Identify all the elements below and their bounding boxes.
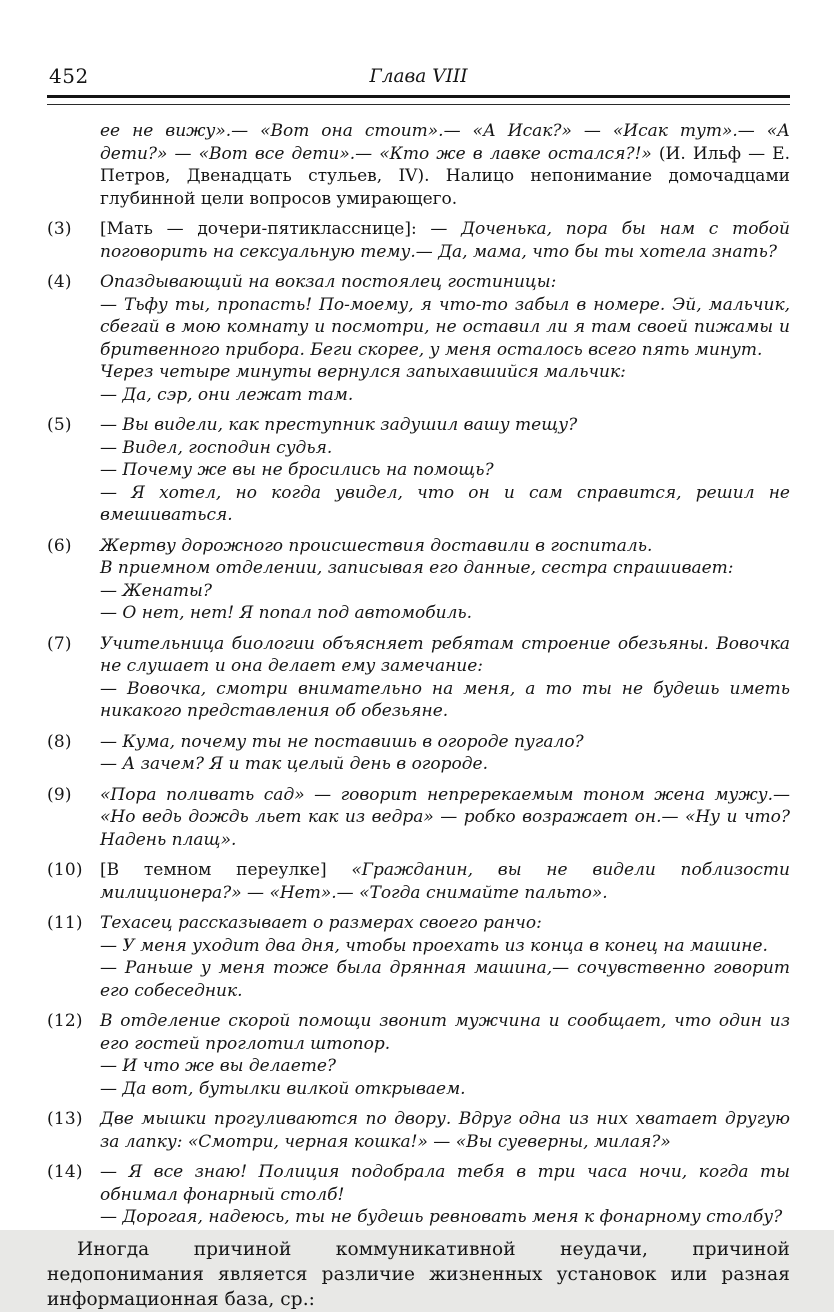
item-text xyxy=(100,1161,790,1229)
text-line xyxy=(100,218,790,263)
list-item xyxy=(47,731,790,776)
item-number: (3) xyxy=(47,219,72,239)
text-run-italic: — Да вот, бутылки вилкой открываем. xyxy=(100,1078,466,1099)
text-line xyxy=(100,271,790,294)
text-run-italic: — Почему же вы не бросились на помощь? xyxy=(100,460,494,480)
text-line xyxy=(100,912,790,935)
text-run-italic: Через четыре минуты вернулся запыхавшийся мальчик: xyxy=(100,362,626,382)
text-line xyxy=(100,678,790,723)
text-run-italic: — Женаты? xyxy=(100,580,212,601)
text-line xyxy=(100,414,790,437)
list-item xyxy=(47,859,790,904)
text-line xyxy=(100,580,790,603)
text-run-italic: В отделение скорой помощи звонит мужчина и сообщает, что один из его гостей проглотил штопор. xyxy=(100,1011,790,1054)
list-item xyxy=(47,1108,790,1153)
text-run-italic: Опаздывающий на вокзал постоялец гостиницы: xyxy=(100,272,557,292)
item-text xyxy=(100,912,790,1002)
list-item xyxy=(47,414,790,527)
text-line xyxy=(100,482,790,527)
item-number: (4) xyxy=(47,272,72,292)
text-line xyxy=(100,935,790,958)
list-item xyxy=(47,535,790,625)
text-run-italic: — У меня уходит два дня, чтобы проехать из конца в конец на машине. xyxy=(100,935,768,956)
list-item xyxy=(47,218,790,263)
text-line xyxy=(100,557,790,580)
text-line xyxy=(100,535,790,558)
text-run-italic: ее не вижу».— «Вот она стоит».— «А Исак?» — «Исак тут».— «А дети?» — «Вот все дети».— «Кто же в лавке остался?!» xyxy=(100,121,790,164)
item-text xyxy=(100,120,790,210)
text-run-italic: — Да, сэр, они лежат там. xyxy=(100,384,354,405)
item-text xyxy=(100,271,790,406)
text-run-italic: — Вы видели, как преступник задушил вашу тещу? xyxy=(100,415,578,435)
item-number: (14) xyxy=(47,1162,83,1182)
text-run-italic: В приемном отделении, записывая его данные, сестра спрашивает: xyxy=(100,558,734,578)
text-line xyxy=(100,384,790,407)
item-text xyxy=(100,731,790,776)
text-run-italic: — Я хотел, но когда увидел, что он и сам справится, решил не вмешиваться. xyxy=(100,482,790,525)
chapter-title: Глава VIII xyxy=(369,66,468,87)
item-number: (13) xyxy=(47,1109,83,1129)
list-item xyxy=(47,271,790,406)
item-number: (11) xyxy=(47,913,83,933)
text-line xyxy=(100,602,790,625)
item-text xyxy=(100,633,790,723)
page-number: 452 xyxy=(49,64,89,88)
text-line xyxy=(100,753,790,776)
text-run-italic: — Тьфу ты, пропасть! По-моему, я что-то забыл в номере. Эй, мальчик, сбегай в мою комнату и посмотри, не оставил ли я там своей пижамы и бритвенного прибора. Беги скорее, у меня осталось всего пять минут. xyxy=(100,294,790,360)
item-number: (12) xyxy=(47,1011,83,1031)
list-item xyxy=(47,1161,790,1229)
item-text xyxy=(100,1010,790,1100)
text-line xyxy=(100,957,790,1002)
text-run-italic: — А зачем? Я и так целый день в огороде. xyxy=(100,754,488,774)
item-text xyxy=(100,218,790,263)
text-line xyxy=(100,859,790,904)
text-run-italic: — Видел, господин судья. xyxy=(100,437,333,458)
item-text xyxy=(100,414,790,527)
text-run-italic: — О нет, нет! Я попал под автомобиль. xyxy=(100,603,473,623)
text-run-roman: [Мать — дочери-пятикласснице]: xyxy=(100,219,431,239)
list-item xyxy=(47,784,790,852)
text-run-italic: — Вовочка, смотри внимательно на меня, а то ты не будешь иметь никакого представления об обезьяне. xyxy=(100,678,790,721)
text-run-italic: Две мышки прогуливаются по двору. Вдруг одна из них хватает другую за лапку: «Смотри, черная кошка!» — «Вы суеверны, милая?» xyxy=(100,1109,790,1152)
page-header xyxy=(47,60,790,88)
item-text xyxy=(100,535,790,625)
text-line xyxy=(100,731,790,754)
text-run-roman: (И. Ильф — Е. Петров, Двенадцать стульев, IV). Налицо непонимание домочадцами глубинной цели вопросов умирающего. xyxy=(100,143,790,209)
item-number: (8) xyxy=(47,731,72,752)
item-number: (10) xyxy=(47,860,83,880)
list-item xyxy=(47,120,790,210)
text-run-italic: — Кума, почему ты не поставишь в огороде пугало? xyxy=(100,731,584,752)
list-item xyxy=(47,912,790,1002)
text-run-italic: — И что же вы делаете? xyxy=(100,1056,337,1076)
list-item xyxy=(47,1010,790,1100)
text-run-italic: Учительница биологии объясняет ребятам строение обезьяны. Вовочка не слушает и она делает ему замечание: xyxy=(100,633,790,676)
item-number: (5) xyxy=(47,415,72,435)
item-text xyxy=(100,859,790,904)
list-item xyxy=(47,633,790,723)
item-number xyxy=(47,120,100,210)
text-line xyxy=(100,437,790,460)
item-number: (9) xyxy=(47,784,72,805)
text-run-italic: «Пора поливать сад» — говорит непререкаемым тоном жена мужу.— «Но ведь дождь льет как из ведра» — робко возражает он.— «Ну и что? Надень плащ». xyxy=(100,784,790,850)
text-line xyxy=(100,633,790,678)
text-line xyxy=(100,120,790,210)
text-line xyxy=(100,784,790,852)
text-run-italic: — Раньше у меня тоже была дрянная машина,— сочувственно говорит его собеседник. xyxy=(100,958,790,1001)
closing-paragraph: Иногда причиной коммуникативной неудачи, причиной недопонимания является различие жизненных установок или разная информационная база, ср.: xyxy=(47,1238,790,1310)
text-line xyxy=(100,1108,790,1153)
header-rule xyxy=(47,95,790,105)
text-line xyxy=(100,1010,790,1055)
text-line xyxy=(100,1078,790,1101)
item-number: (7) xyxy=(47,633,72,654)
text-line xyxy=(100,459,790,482)
page-content xyxy=(47,120,790,1312)
text-run-italic: «Гражданин, вы не видели поблизости милиционера?» — «Нет».— «Тогда снимайте пальто». xyxy=(100,860,790,903)
text-run-italic: Техасец рассказывает о размерах своего ранчо: xyxy=(100,913,542,933)
text-line xyxy=(100,361,790,384)
text-line xyxy=(100,1206,790,1229)
text-line xyxy=(100,1055,790,1078)
text-run-italic: Жертву дорожного происшествия доставили в госпиталь. xyxy=(100,535,653,556)
item-number: (6) xyxy=(47,535,72,556)
text-run-italic: — Я все знаю! Полиция подобрала тебя в три часа ночи, когда ты обнимал фонарный столб! xyxy=(100,1162,790,1205)
text-line xyxy=(100,1161,790,1206)
items-list xyxy=(47,120,790,1229)
text-run-italic: — Дорогая, надеюсь, ты не будешь ревновать меня к фонарному столбу? xyxy=(100,1207,783,1227)
text-run-roman: [В темном переулке] xyxy=(100,860,352,880)
text-run-italic: — Доченька, пора бы нам с тобой поговорить на сексуальную тему.— Да, мама, что бы ты хотела знать? xyxy=(100,219,790,262)
item-text xyxy=(100,1108,790,1153)
item-text xyxy=(100,784,790,852)
text-line xyxy=(100,294,790,362)
